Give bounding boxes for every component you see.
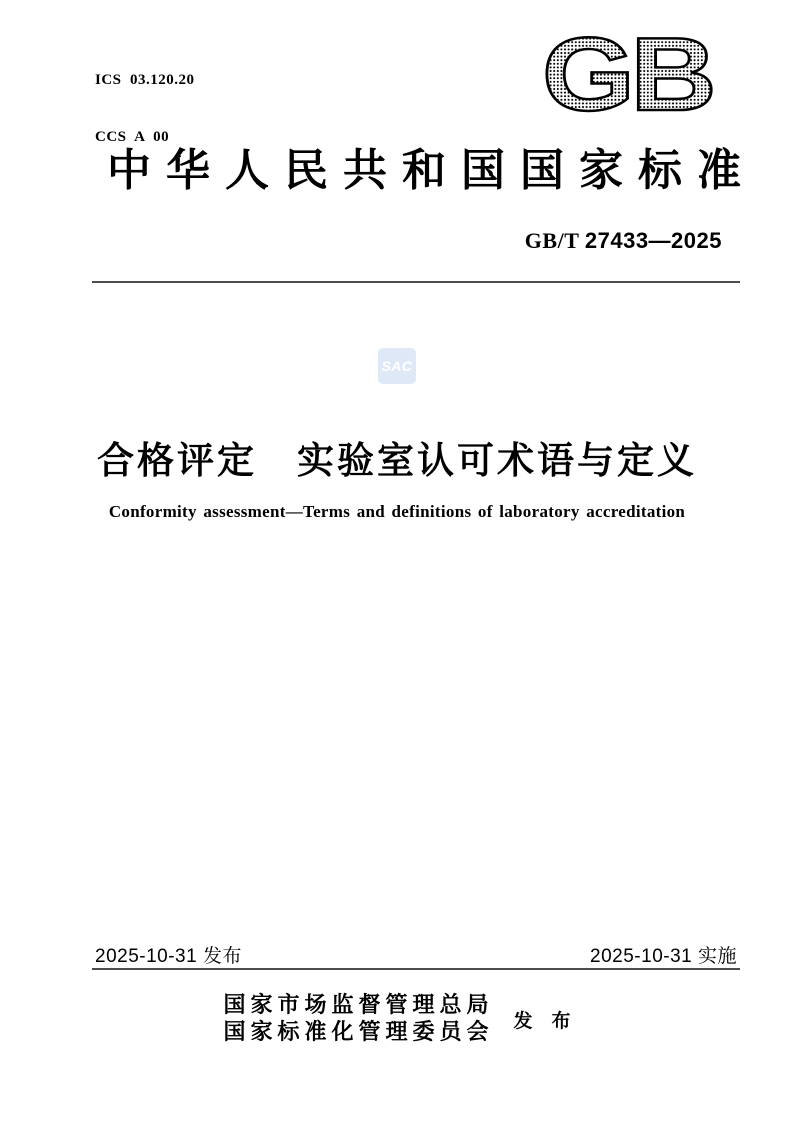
implementation-date: 2025-10-31 实施 (590, 946, 737, 967)
sac-watermark (378, 348, 416, 384)
standard-number-prefix: GB/T (524, 228, 580, 253)
document-title-english: Conformity assessment—Terms and definitions of laboratory accreditation (108, 502, 686, 521)
publisher-names (223, 991, 493, 1045)
standard-number-digits: 27433—2025 (584, 228, 722, 253)
standard-number (525, 228, 722, 254)
publisher-block (0, 991, 794, 1045)
gb-logo-text: GB (542, 26, 712, 118)
national-standard-heading: 中华人民共和国国家标准 (107, 146, 756, 195)
gb-logo-graphic (538, 26, 716, 118)
gb-logo (538, 26, 716, 118)
dates-row (95, 941, 737, 968)
document-title-chinese: 合格评定 实验室认可术语与定义 (97, 440, 697, 481)
ccs-code: CCS A 00 (95, 129, 170, 145)
ics-code: ICS 03.120.20 (95, 72, 195, 88)
footer-divider (92, 968, 740, 970)
publish-label: 发 布 (513, 1010, 571, 1032)
issue-date: 2025-10-31 发布 (95, 946, 242, 967)
publisher-line-1: 国家市场监督管理总局 (223, 992, 494, 1017)
header-divider (92, 281, 740, 283)
sac-watermark-text: SAC (381, 358, 413, 374)
publisher-line-2: 国家标准化管理委员会 (223, 1019, 494, 1044)
